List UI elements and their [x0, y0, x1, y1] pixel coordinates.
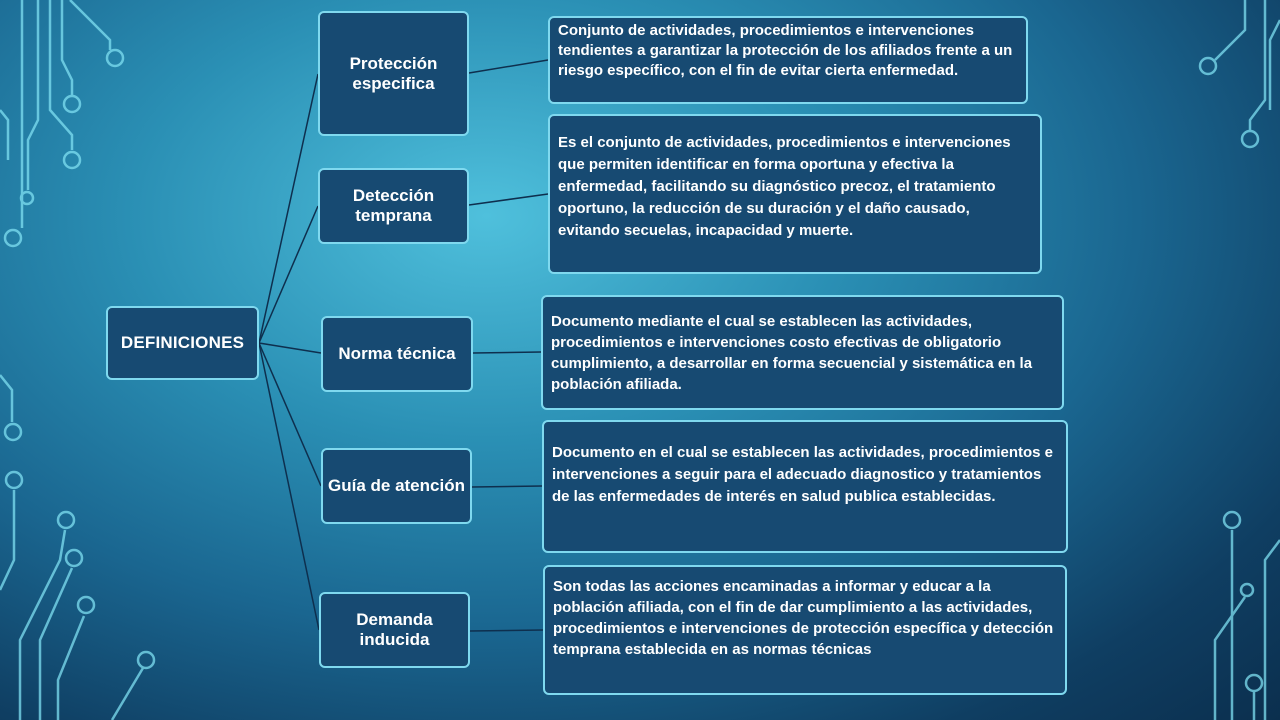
description-text: Documento mediante el cual se establecen las actividades, procedimientos e intervenciones costo efectivas de obligatorio cumplimiento, a desarrollar en forma secuencial y sistemática en la población afiliada.: [551, 313, 1033, 393]
connector-demanda-desc: [470, 630, 543, 631]
connector-guia-desc: [472, 486, 542, 487]
category-proteccion-especifica: Protección especifica: [318, 11, 469, 136]
category-deteccion-temprana: Detección temprana: [318, 168, 469, 244]
connector-proteccion-desc: [469, 60, 548, 73]
description-guia-de-atencion: [542, 420, 1068, 553]
category-demanda-inducida: Demanda inducida: [319, 592, 470, 668]
connector-root-norma: [259, 343, 321, 353]
connector-root-guia: [259, 343, 321, 486]
connector-root-demanda: [259, 343, 319, 630]
description-text: Es el conjunto de actividades, procedimientos e intervenciones que permiten identificar en forma oportuna y efectiva la enfermedad, facilitando su diagnóstico precoz, el tratamiento oportuno, la reducción de su duración y el daño causado, evitando secuelas, incapacidad y muerte.: [558, 134, 1011, 239]
category-guia-de-atencion: Guía de atención: [321, 448, 472, 524]
description-deteccion-temprana: [548, 114, 1042, 274]
description-proteccion-especifica: [548, 16, 1028, 104]
category-norma-tecnica: Norma técnica: [321, 316, 473, 392]
description-text: Documento en el cual se establecen las actividades, procedimientos e intervenciones a seguir para el adecuado diagnostico y tratamientos de las enfermedades de interés en salud publica establecidas.: [552, 444, 1054, 505]
connector-root-deteccion: [259, 206, 318, 343]
description-demanda-inducida: [543, 565, 1067, 695]
description-norma-tecnica: [541, 295, 1064, 410]
connector-norma-desc: [473, 352, 541, 353]
root-node: DEFINICIONES: [106, 306, 259, 380]
connector-root-proteccion: [259, 74, 318, 343]
connector-deteccion-desc: [469, 194, 548, 205]
description-text: Son todas las acciones encaminadas a informar y educar a la población afiliada, con el fin de dar cumplimiento a las actividades, procedimientos e intervenciones de protección específica y detección temprana establecida en as normas técnicas: [553, 578, 1054, 658]
description-text: Conjunto de actividades, procedimientos e intervenciones tendientes a garantizar la protección de los afiliados frente a un riesgo específico, con el fin de evitar cierta enfermedad.: [558, 22, 1013, 79]
